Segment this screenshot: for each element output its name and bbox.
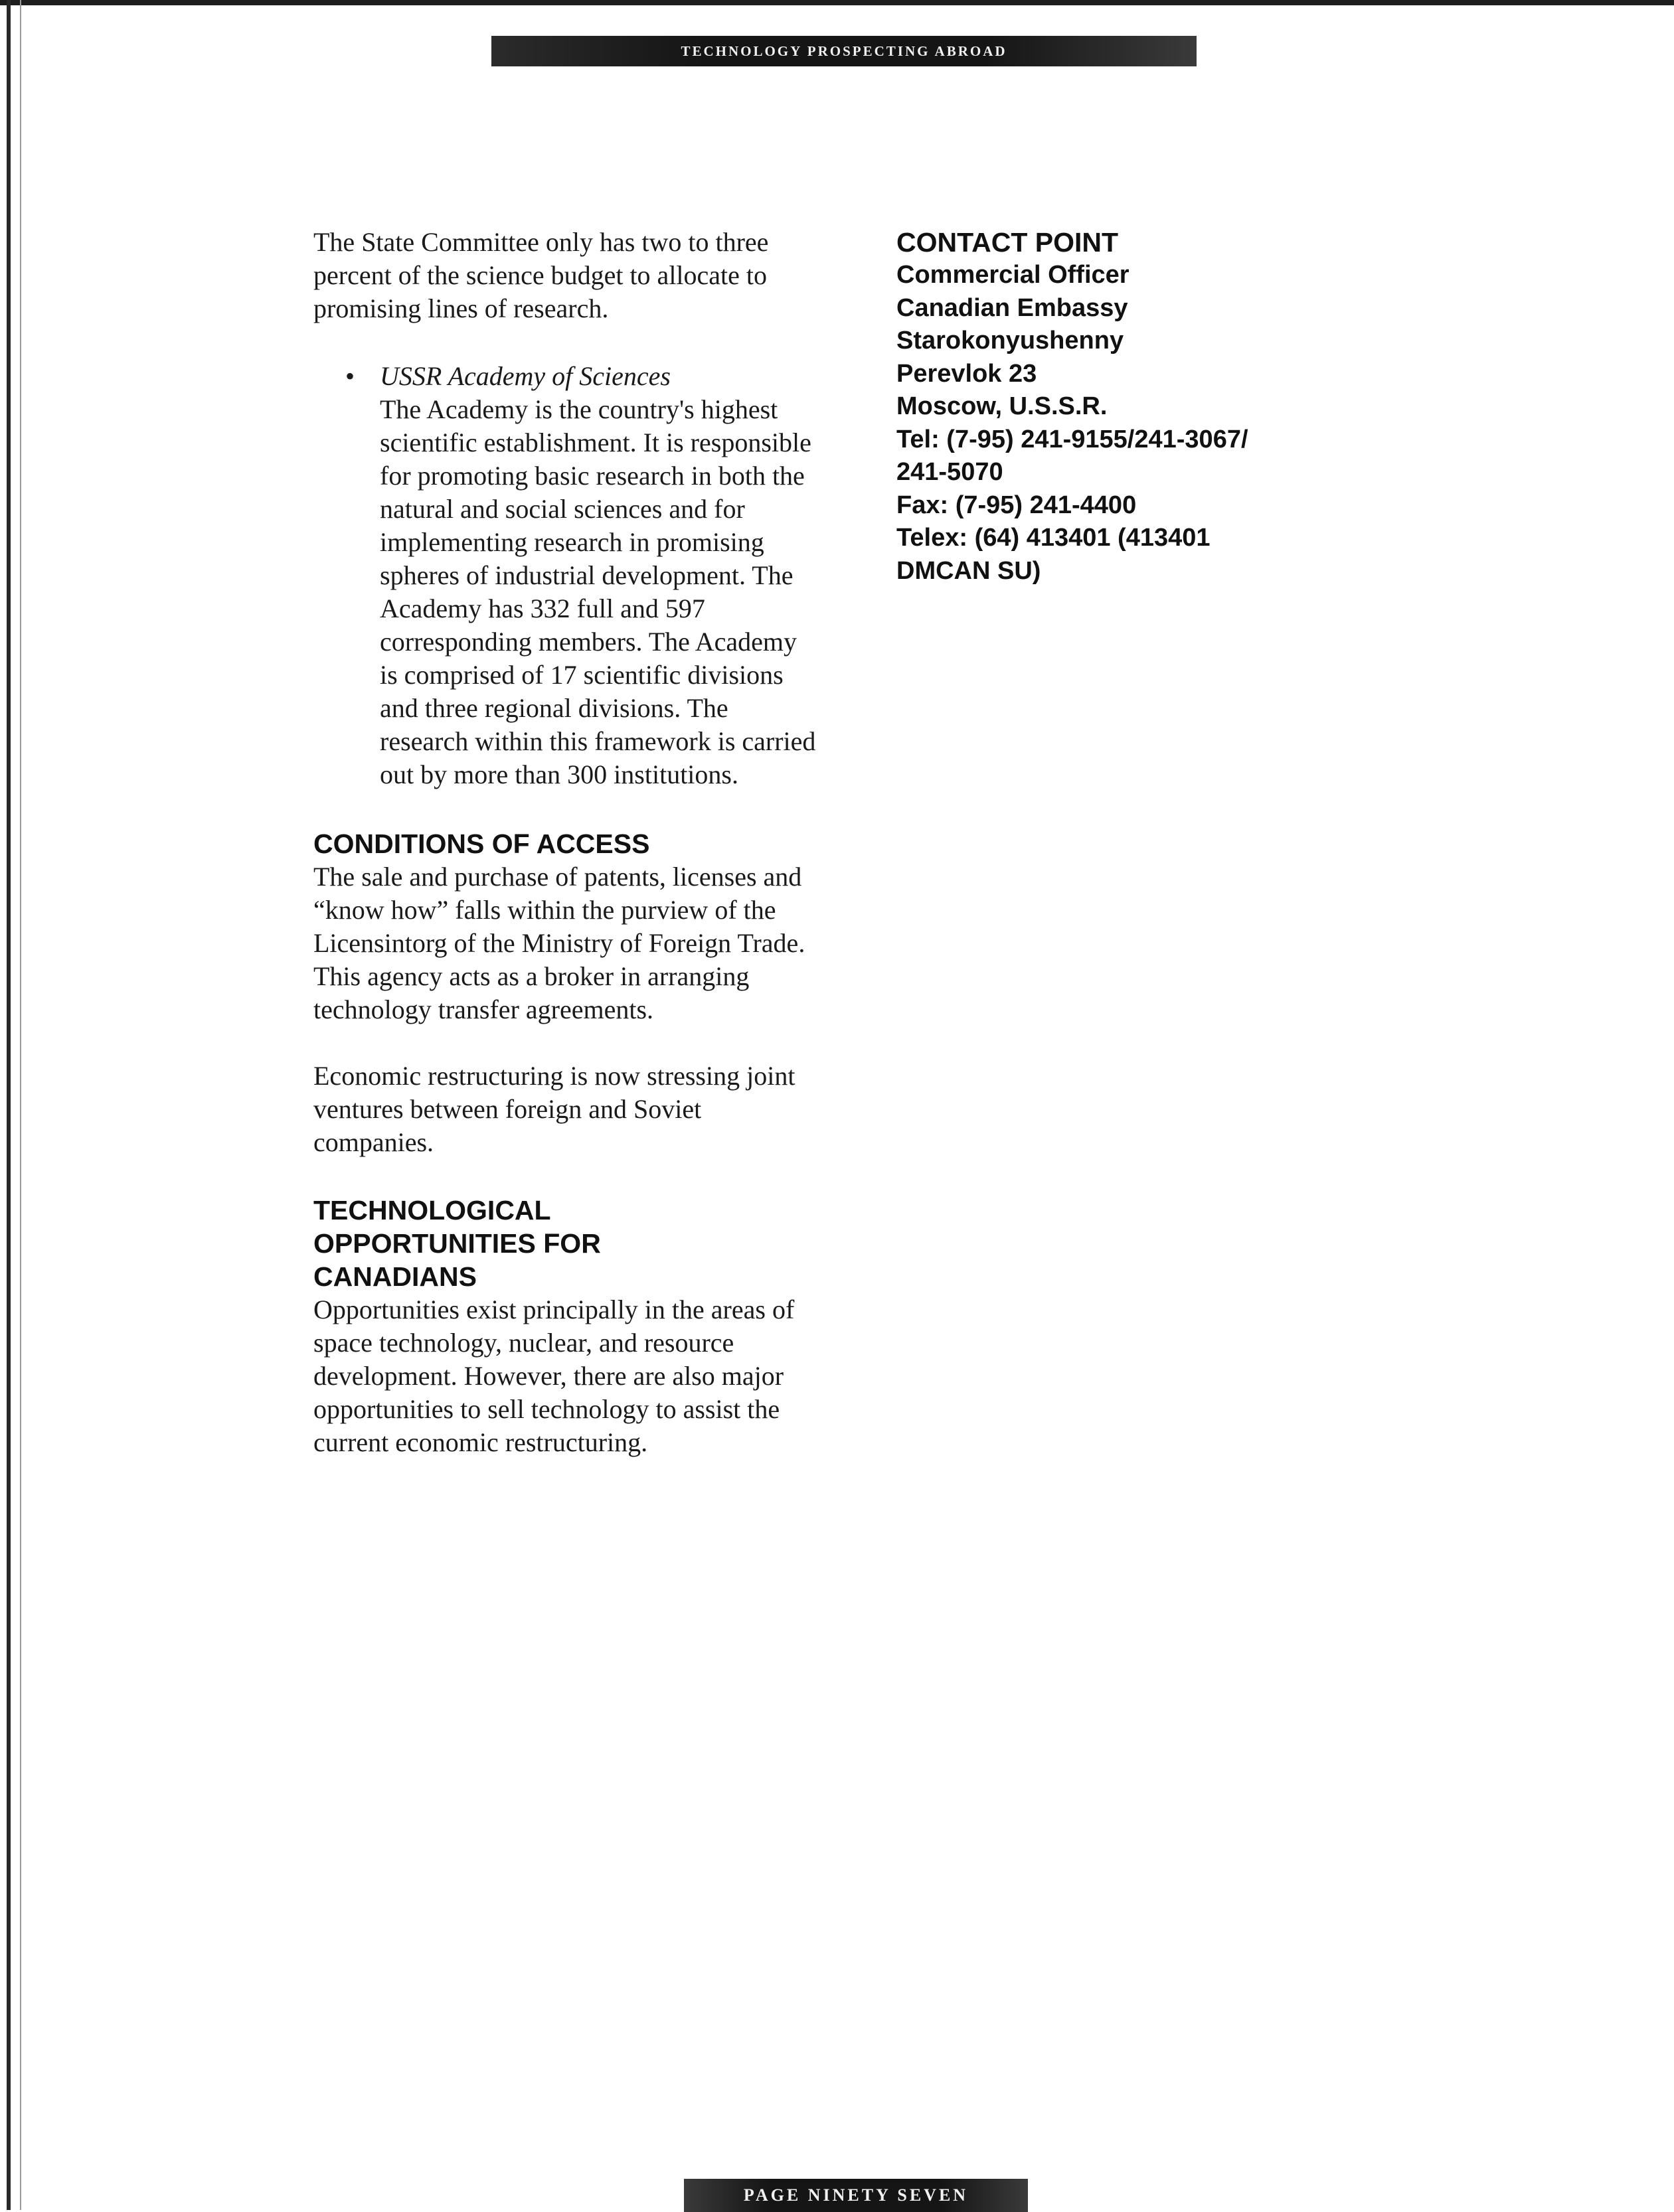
- contact-line: Perevlok 23: [896, 359, 1037, 388]
- contact-heading: CONTACT POINT: [896, 227, 1119, 258]
- page-number-band: [684, 2179, 1028, 2212]
- contact-phone-cont: 241-5070: [896, 458, 1003, 486]
- contact-line: Canadian Embassy: [896, 293, 1128, 322]
- spacer: [313, 325, 818, 360]
- right-column: [896, 226, 1361, 588]
- running-header-band: [491, 36, 1197, 66]
- contact-telex: Telex: (64) 413401 (413401: [896, 524, 1211, 552]
- conditions-paragraph-1: The sale and purchase of patents, licenses and “know how” falls within the purview of the Licensintorg of the Ministry of Foreign Trade. This agency acts as a broker in arranging technology transfer agreements.: [313, 862, 805, 1024]
- bullet-body: [313, 360, 818, 791]
- contact-phone: Tel: (7-95) 241-9155/241-3067/: [896, 425, 1248, 453]
- scan-left-edge: [7, 0, 11, 2210]
- bullet-marker: •: [345, 361, 355, 391]
- opportunities-paragraph: Opportunities exist principally in the areas of space technology, nuclear, and resource development. However, there are also major opportunities to sell technology to assist the current economic restructuring.: [313, 1295, 795, 1457]
- page-number: PAGE NINETY SEVEN: [743, 2185, 969, 2205]
- spacer: [313, 791, 818, 827]
- bullet-title: USSR Academy of Sciences: [380, 361, 671, 391]
- contact-fax: Fax: (7-95) 241-4400: [896, 491, 1137, 519]
- conditions-heading: CONDITIONS OF ACCESS: [313, 829, 650, 859]
- left-column: [313, 226, 818, 1459]
- bullet-paragraph: The Academy is the country's highest scientific establishment. It is responsible for promoting basic research in both the natural and social sciences and for implementing research in promising spheres of industrial development. The Academy has 332 full and 597 corresponding members. The Academy is comprised of 17 scientific divisions and three regional divisions. The research within this framework is carried out by more than 300 institutions.: [380, 394, 816, 789]
- running-header-title: TECHNOLOGY PROSPECTING ABROAD: [681, 42, 1007, 59]
- bullet-item: [313, 360, 818, 791]
- scan-top-edge: [0, 0, 1674, 5]
- spacer: [313, 1159, 818, 1194]
- contact-line: Moscow, U.S.S.R.: [896, 392, 1108, 420]
- intro-paragraph: The State Committee only has two to three percent of the science budget to allocate to promising lines of research.: [313, 227, 769, 323]
- contact-line: Starokonyushenny: [896, 327, 1124, 355]
- conditions-paragraph-2: Economic restructuring is now stressing joint ventures between foreign and Soviet companies.: [313, 1061, 795, 1157]
- opportunities-heading: TECHNOLOGICAL OPPORTUNITIES FOR CANADIANS: [313, 1195, 601, 1292]
- contact-line: Commercial Officer: [896, 261, 1130, 289]
- spacer: [313, 1026, 818, 1060]
- scan-left-edge-inner: [20, 0, 21, 2210]
- contact-telex-cont: DMCAN SU): [896, 556, 1041, 585]
